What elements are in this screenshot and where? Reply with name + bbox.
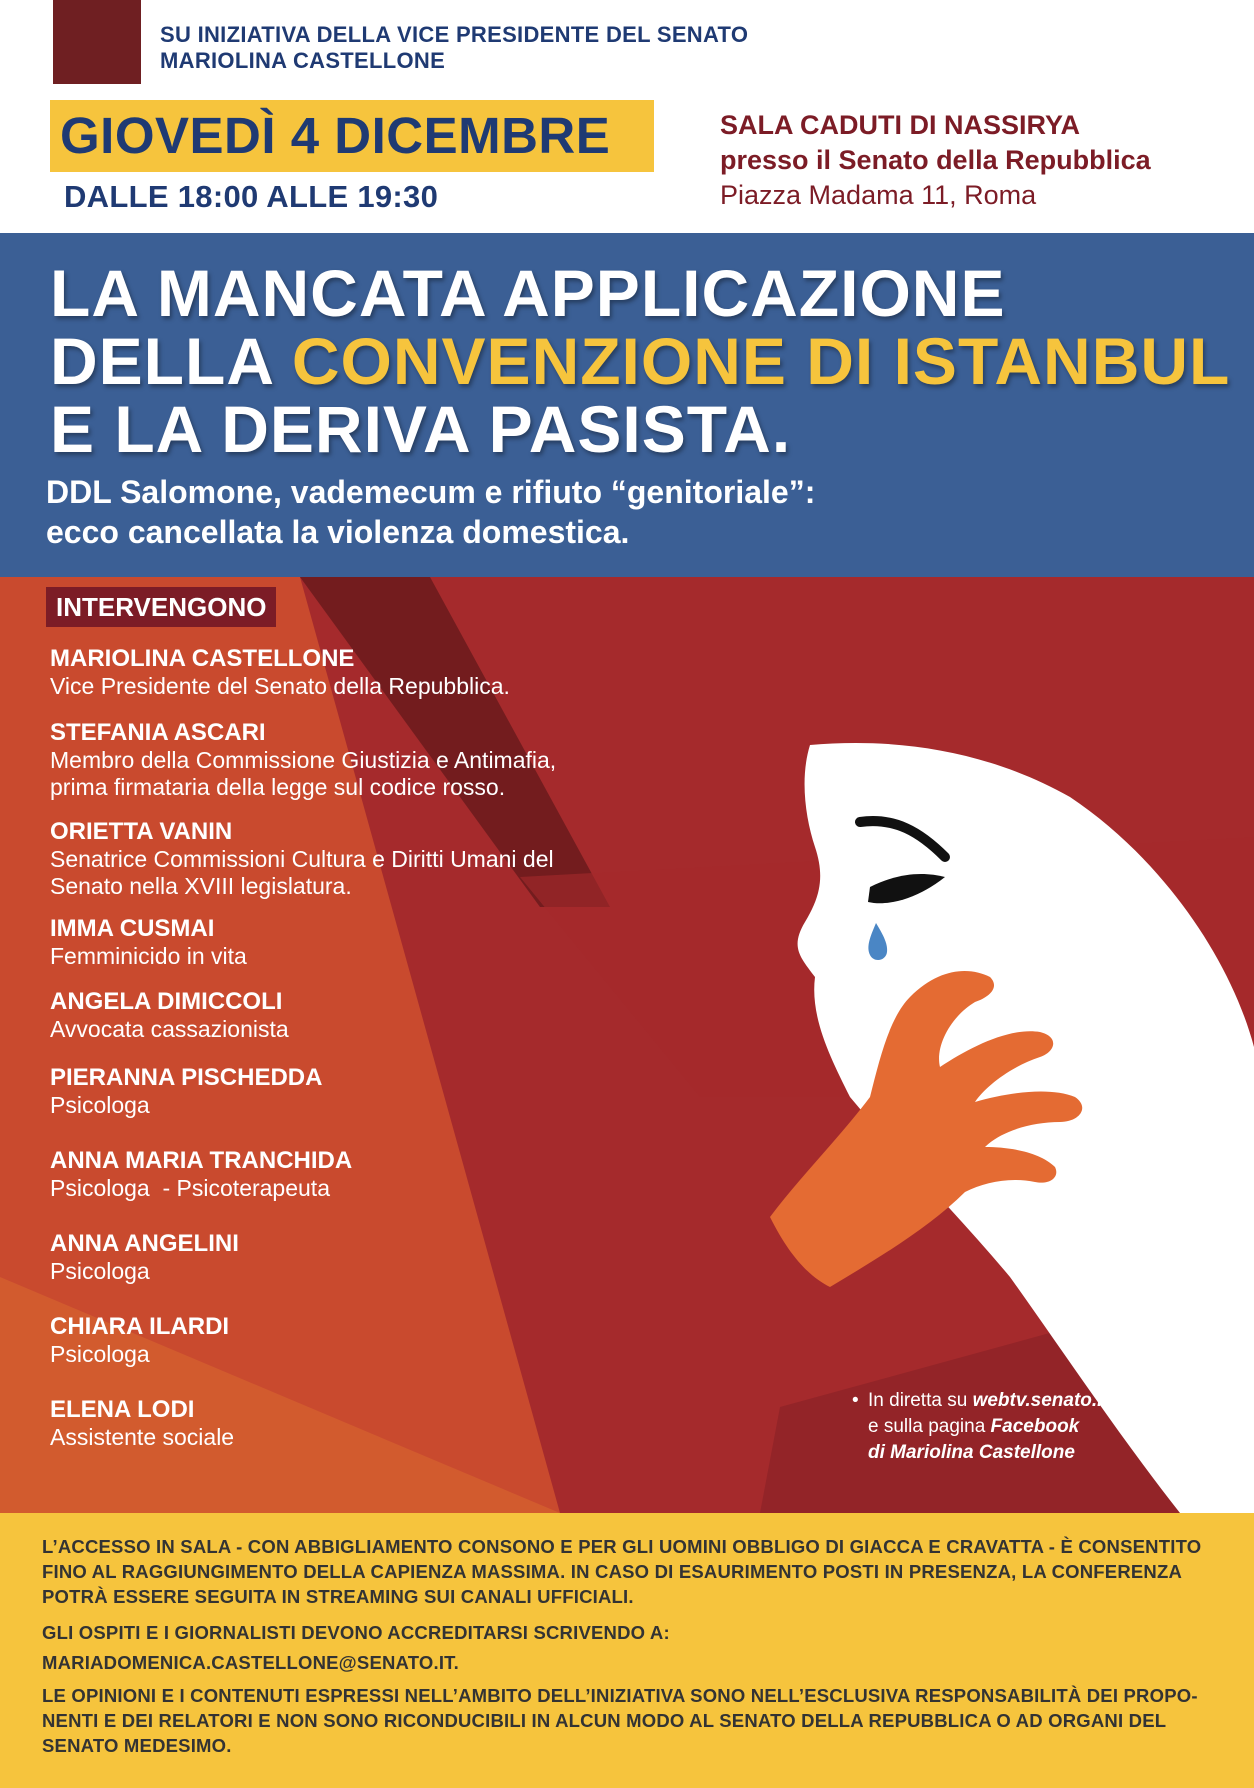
event-date: GIOVEDÌ 4 DICEMBRE	[60, 107, 611, 164]
event-time: DALLE 18:00 ALLE 19:30	[64, 179, 439, 214]
disclaimer: LE OPINIONI E I CONTENUTI ESPRESSI NELL’AMBITO DELL’INIZIATIVA SONO NELL’ESCLUSIVA RESPONSABILITÀ DEI PROPO- NENTI E DEI RELATORI E NON SONO RICONDUCIBILI IN ALCUN MODO AL SENATO DELLA REPUBBLICA O AD ORGANI DEL SENATO MEDESIMO.	[42, 1685, 1198, 1756]
speaker-name: CHIARA ILARDI	[50, 1313, 230, 1340]
stream-line-1	[868, 1388, 1168, 1414]
speaker-name: ELENA LODI	[50, 1396, 195, 1423]
bookmark-ribbon	[53, 0, 141, 84]
speaker-item	[50, 1312, 690, 1368]
accreditation-email[interactable]: MARIADOMENICA.CASTELLONE@SENATO.IT.	[42, 1652, 459, 1673]
speaker-name: PIERANNA PISCHEDDA	[50, 1064, 323, 1091]
speaker-name: IMMA CUSMAI	[50, 915, 215, 942]
stream-line-3	[868, 1440, 1168, 1466]
facebook-link[interactable]: Facebook	[990, 1416, 1080, 1437]
speaker-list	[50, 644, 690, 1451]
speaker-item	[50, 718, 690, 801]
speaker-name: ORIETTA VANIN	[50, 818, 233, 845]
accreditation-notice: GLI OSPITI E I GIORNALISTI DEVONO ACCREDITARSI SCRIVENDO A:	[42, 1622, 670, 1643]
speaker-name: ANNA ANGELINI	[50, 1230, 239, 1257]
initiative-text: SU INIZIATIVA DELLA VICE PRESIDENTE DEL SENATO MARIOLINA CASTELLONE	[160, 22, 749, 73]
speaker-role: Assistente sociale	[50, 1424, 235, 1450]
subtitle: DDL Salomone, vademecum e rifiuto “genitoriale”: ecco cancellata la violenza domestica.	[46, 474, 816, 550]
title-line-2-prefix: DELLA	[50, 324, 292, 398]
bullet-icon: •	[852, 1390, 859, 1411]
speaker-item	[50, 987, 690, 1043]
speaker-name: STEFANIA ASCARI	[50, 719, 266, 746]
speaker-role: Senatrice Commissioni Cultura e Diritti Umani del Senato nella XVIII legislatura.	[50, 846, 554, 899]
speaker-role: Femminicido in vita	[50, 943, 247, 969]
title-line-1: LA MANCATA APPLICAZIONE	[50, 256, 1006, 330]
stream-note	[852, 1388, 1168, 1466]
speaker-item	[50, 1063, 690, 1119]
speaker-role: Membro della Commissione Giustizia e Antimafia, prima firmataria della legge sul codice rosso.	[50, 747, 557, 800]
venue-address: Piazza Madama 11, Roma	[720, 180, 1037, 210]
speaker-item	[50, 914, 690, 970]
speaker-item	[50, 817, 690, 900]
venue-name: SALA CADUTI DI NASSIRYA	[720, 110, 1081, 140]
speaker-name: ANGELA DIMICCOLI	[50, 988, 283, 1015]
stream-line-2	[868, 1414, 1168, 1440]
webtv-link[interactable]: webtv.senato.it	[972, 1390, 1109, 1411]
speaker-item	[50, 1146, 690, 1202]
speaker-name: ANNA MARIA TRANCHIDA	[50, 1147, 353, 1174]
speaker-role: Vice Presidente del Senato della Repubblica.	[50, 673, 510, 699]
title-line-2	[50, 324, 1230, 398]
venue-institution: presso il Senato della Repubblica	[720, 145, 1151, 175]
speaker-item	[50, 1229, 690, 1285]
access-notice: L’ACCESSO IN SALA - CON ABBIGLIAMENTO CONSONO E PER GLI UOMINI OBBLIGO DI GIACCA E CRAVATTA - È CONSENTITO FINO AL RAGGIUNGIMENTO DELLA CAPIENZA MASSIMA. IN CASO DI ESAURIMENTO POSTI IN PRESENZA, LA CONFERENZA POTRÀ ESSERE SEGUITA IN STREAMING SUI CANALI UFFICIALI.	[42, 1536, 1202, 1607]
speaker-item	[50, 1395, 690, 1451]
speaker-role: Psicologa	[50, 1258, 150, 1284]
speakers-heading: INTERVENGONO	[46, 587, 276, 627]
title-highlight: CONVENZIONE DI ISTANBUL	[291, 324, 1231, 398]
stream-line-1-prefix: In diretta su	[868, 1390, 973, 1411]
title-line-3: E LA DERIVA PASISTA.	[50, 392, 792, 466]
speaker-role: Psicologa	[50, 1092, 150, 1118]
speaker-role: Psicologa	[50, 1341, 150, 1367]
stream-line-2-prefix: e sulla pagina	[868, 1416, 991, 1437]
speaker-item	[50, 644, 690, 700]
facebook-page-name[interactable]: di Mariolina Castellone	[868, 1442, 1075, 1463]
speaker-role: Avvocata cassazionista	[50, 1016, 289, 1042]
speaker-role: Psicologa - Psicoterapeuta	[50, 1175, 330, 1201]
speaker-name: MARIOLINA CASTELLONE	[50, 645, 355, 672]
